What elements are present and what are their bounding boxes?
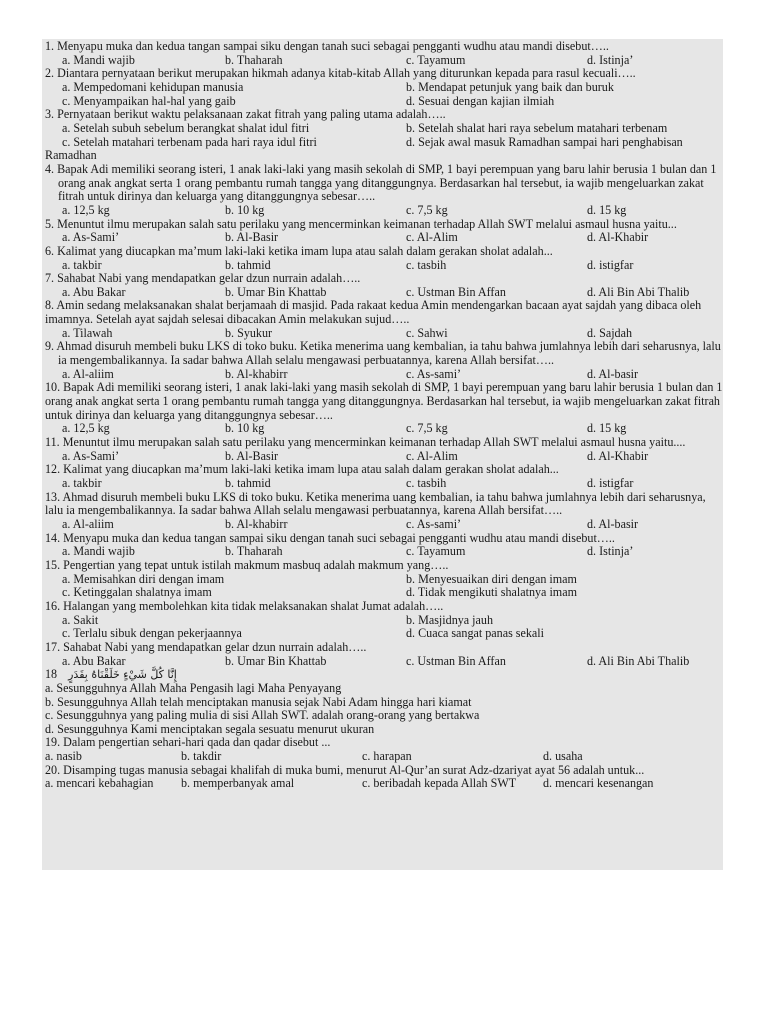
options-20 (42, 777, 723, 791)
options-5 (42, 231, 723, 245)
option-19b[interactable]: b. takdir (181, 750, 222, 764)
question-4: 4. Bapak Adi memiliki seorang isteri, 1 anak laki-laki yang masih sekolah di SMP, 1 bayi perempuan yang baru lahir berusia 1 bulan dan 1 orang anak angkat serta 1 orang pembantu rumah tangga yang ditanggungnya. Berdasarkan hal tersebut, ia wajib mengeluarkan zakat fitrah untuk dirinya dan keluarga yang ditanggungnya sebesar….. (45, 161, 717, 204)
option-15b[interactable]: b. Menyesuaikan diri dengan imam (406, 572, 577, 586)
option-12a[interactable]: a. takbir (62, 477, 102, 490)
options-7 (42, 286, 723, 300)
option-7c[interactable]: c. Ustman Bin Affan (406, 285, 506, 299)
option-11b[interactable]: b. Al-Basir (225, 449, 279, 463)
option-12d[interactable]: d. istigfar (587, 477, 634, 490)
option-5a[interactable]: a. As-Sami’ (62, 231, 120, 245)
option-8c[interactable]: c. Sahwi (406, 326, 448, 340)
question-7: 7. Sahabat Nabi yang mendapatkan gelar dzun nurrain adalah….. (45, 271, 361, 286)
question-16: 16. Halangan yang membolehkan kita tidak melaksanakan shalat Jumat adalah….. (45, 598, 444, 613)
question-10: 10. Bapak Adi memiliki seorang isteri, 1 anak laki-laki yang masih sekolah di SMP, 1 bayi perempuan yang baru lahir berusia 1 bulan dan 1 orang anak angkat serta 1 orang pembantu rumah tangga yang ditanggungnya. Berdasarkan hal tersebut, ia wajib mengeluarkan zakat fitrah untuk dirinya dan keluarga yang ditanggungnya sebesar….. (45, 380, 723, 422)
option-18d[interactable]: d. Sesungguhnya Kami menciptakan segala sesuatu menurut ukuran (45, 721, 375, 736)
option-13d[interactable]: d. Al-basir (587, 517, 639, 531)
option-11d[interactable]: d. Al-Khabir (587, 449, 649, 463)
option-15c[interactable]: c. Ketinggalan shalatnya imam (62, 586, 212, 600)
option-6a[interactable]: a. takbir (62, 258, 102, 272)
option-13b[interactable]: b. Al-khabirr (225, 517, 288, 531)
option-19d[interactable]: d. usaha (543, 750, 583, 764)
option-17c[interactable]: c. Ustman Bin Affan (406, 654, 506, 668)
options-16 (42, 614, 723, 641)
option-3b[interactable]: b. Setelah shalat hari raya sebelum matahari terbenam (406, 121, 668, 135)
option-14b[interactable]: b. Thaharah (225, 545, 283, 559)
option-6d[interactable]: d. istigfar (587, 258, 634, 272)
option-3a[interactable]: a. Setelah subuh sebelum berangkat shalat idul fitri (62, 121, 310, 135)
option-19c[interactable]: c. harapan (362, 750, 412, 764)
option-15d[interactable]: d. Tidak mengikuti shalatnya imam (406, 586, 577, 600)
options-11 (42, 450, 723, 464)
options-17 (42, 655, 723, 669)
option-18c[interactable]: c. Sesungguhnya yang paling mulia di sisi Allah SWT. adalah orang-orang yang bertakwa (45, 708, 480, 723)
option-9a[interactable]: a. Al-aliim (62, 367, 114, 381)
option-11a[interactable]: a. As-Sami’ (62, 449, 120, 463)
option-17a[interactable]: a. Abu Bakar (62, 654, 126, 668)
option-7a[interactable]: a. Abu Bakar (62, 285, 126, 299)
option-8a[interactable]: a. Tilawah (62, 326, 113, 340)
options-8 (42, 327, 723, 341)
option-8d[interactable]: d. Sajdah (587, 326, 633, 340)
question-11: 11. Menuntut ilmu merupakan salah satu perilaku yang mencerminkan keimanan terhadap Allah SWT melalui asmaul husna yaitu.... (45, 435, 686, 450)
option-14c[interactable]: c. Tayamum (406, 545, 466, 559)
option-10c[interactable]: c. 7,5 kg (406, 422, 448, 436)
option-6b[interactable]: b. tahmid (225, 258, 271, 272)
option-1a[interactable]: a. Mandi wajib (62, 53, 135, 67)
question-6: 6. Kalimat yang diucapkan ma’mum laki-laki ketika imam lupa atau salah dalam gerakan sholat adalah... (45, 243, 553, 258)
options-9 (42, 368, 723, 382)
option-13a[interactable]: a. Al-aliim (62, 517, 114, 531)
option-2d[interactable]: d. Sesuai dengan kajian ilmiah (406, 94, 555, 108)
option-8b[interactable]: b. Syukur (225, 326, 273, 340)
option-2b[interactable]: b. Mendapat petunjuk yang baik dan buruk (406, 80, 614, 94)
option-1b[interactable]: b. Thaharah (225, 53, 283, 67)
option-5b[interactable]: b. Al-Basir (225, 231, 279, 245)
option-20b[interactable]: b. memperbanyak amal (181, 777, 295, 791)
option-12c[interactable]: c. tasbih (406, 477, 447, 490)
question-17: 17. Sahabat Nabi yang mendapatkan gelar dzun nurrain adalah….. (45, 639, 367, 654)
question-2: 2. Diantara pernyataan berikut merupakan hikmah adanya kitab-kitab Allah yang diturunkan kepada para rasul kecuali….. (45, 66, 636, 81)
option-10b[interactable]: b. 10 kg (225, 422, 265, 436)
options-3 (42, 122, 723, 149)
question-20: 20. Disamping tugas manusia sebagai khalifah di muka bumi, menurut Al-Qur’an surat Adz-dzariyat ayat 56 adalah untuk... (45, 762, 645, 777)
question-15: 15. Pengertian yang tepat untuk istilah makmum masbuq adalah makmum yang….. (45, 557, 449, 572)
options-6 (42, 259, 723, 273)
question-12: 12. Kalimat yang diucapkan ma’mum laki-laki ketika imam lupa atau salah dalam gerakan sholat adalah... (45, 462, 559, 477)
option-4d[interactable]: d. 15 kg (587, 203, 627, 217)
option-9b[interactable]: b. Al-khabirr (225, 367, 288, 381)
option-18b[interactable]: b. Sesungguhnya Allah telah menciptakan manusia sejak Nabi Adam hingga hari kiamat (45, 694, 472, 709)
option-3d[interactable]: d. Sejak awal masuk Ramadhan sampai hari penghabisan (406, 135, 683, 149)
option-16b[interactable]: b. Masjidnya jauh (406, 613, 493, 627)
options-19 (42, 750, 723, 764)
option-2a[interactable]: a. Mempedomani kehidupan manusia (62, 80, 244, 94)
option-18a[interactable]: a. Sesungguhnya Allah Maha Pengasih lagi Maha Penyayang (45, 680, 342, 695)
question-3: 3. Pernyataan berikut waktu pelaksanaan zakat fitrah yang paling utama adalah….. (45, 107, 446, 122)
options-12 (42, 477, 723, 491)
option-2c[interactable]: c. Menyampaikan hal-hal yang gaib (62, 94, 236, 108)
option-12b[interactable]: b. tahmid (225, 477, 271, 490)
option-20d[interactable]: d. mencari kesenangan (543, 777, 654, 791)
options-14 (42, 545, 723, 559)
option-16c[interactable]: c. Terlalu sibuk dengan pekerjaannya (62, 627, 242, 641)
options-2 (42, 81, 723, 108)
question-9: 9. Ahmad disuruh membeli buku LKS di toko buku. Ketika menerima uang kembalian, ia tahu bahwa jumlahnya lebih dari seharusnya, lalu ia mengembalikannya. Ia sadar bahwa Allah selalu mengawasi perbuatannya, karena Allah bersifat….. (45, 339, 721, 368)
option-14d[interactable]: d. Istinja’ (587, 545, 634, 559)
option-16d[interactable]: d. Cuaca sangat panas sekali (406, 627, 545, 641)
question-14: 14. Menyapu muka dan kedua tangan sampai siku dengan tanah suci sebagai pengganti wudhu atau mandi disebut….. (45, 530, 615, 545)
option-20c[interactable]: c. beribadah kepada Allah SWT (362, 777, 517, 791)
option-16a[interactable]: a. Sakit (62, 613, 99, 627)
option-19a[interactable]: a. nasib (45, 750, 82, 764)
option-5d[interactable]: d. Al-Khabir (587, 231, 649, 245)
option-6c[interactable]: c. tasbih (406, 258, 447, 272)
option-20a[interactable]: a. mencari kebahagian (45, 777, 154, 791)
question-5: 5. Menuntut ilmu merupakan salah satu perilaku yang mencerminkan keimanan terhadap Allah SWT melalui asmaul husna yaitu... (45, 216, 677, 231)
option-5c[interactable]: c. Al-Alim (406, 231, 458, 245)
option-10d[interactable]: d. 15 kg (587, 422, 627, 436)
options-13 (42, 518, 723, 532)
option-10a[interactable]: a. 12,5 kg (62, 422, 110, 436)
options-1 (42, 54, 723, 68)
option-3c[interactable]: c. Setelah matahari terbenam pada hari raya idul fitri (62, 135, 317, 149)
question-1: 1. Menyapu muka dan kedua tangan sampai siku dengan tanah suci sebagai pengganti wudhu atau mandi disebut….. (45, 39, 609, 53)
question-3-tail: Ramadhan (45, 148, 97, 163)
option-13c[interactable]: c. As-sami’ (406, 517, 462, 531)
option-7b[interactable]: b. Umar Bin Khattab (225, 285, 327, 299)
option-7d[interactable]: d. Ali Bin Abi Thalib (587, 285, 690, 299)
question-8: 8. Amin sedang melaksanakan shalat berjamaah di masjid. Pada rakaat kedua Amin mendengarkan bacaan ayat sajdah yang dibaca oleh imamnya. Setelah ayat sajdah selesai dibacakan Amin melakukan sujud….. (45, 298, 702, 327)
question-19: 19. Dalam pengertian sehari-hari qada dan qadar disebut ... (45, 735, 331, 750)
arabic-verse: إِنَّا كُلَّ شَيْءٍ خَلَقْنَاهُ بِقَدَرٍ (68, 668, 177, 682)
option-17d[interactable]: d. Ali Bin Abi Thalib (587, 654, 690, 668)
options-4 (42, 204, 723, 218)
option-11c[interactable]: c. Al-Alim (406, 449, 458, 463)
option-9d[interactable]: d. Al-basir (587, 367, 639, 381)
question-18 (42, 668, 723, 682)
option-4a[interactable]: a. 12,5 kg (62, 203, 110, 217)
option-9c[interactable]: c. As-sami’ (406, 367, 462, 381)
option-1d[interactable]: d. Istinja’ (587, 53, 634, 67)
question-18-number: 18 (45, 667, 58, 682)
question-13: 13. Ahmad disuruh membeli buku LKS di toko buku. Ketika menerima uang kembalian, ia tahu bahwa jumlahnya lebih dari seharusnya, lalu ia mengembalikannya. Ia sadar bahwa Allah selalu mengawasi perbuatannya, karena Allah bersifat….. (45, 489, 706, 518)
option-14a[interactable]: a. Mandi wajib (62, 545, 135, 559)
option-4c[interactable]: c. 7,5 kg (406, 203, 448, 217)
option-17b[interactable]: b. Umar Bin Khattab (225, 654, 327, 668)
worksheet (42, 39, 723, 870)
option-4b[interactable]: b. 10 kg (225, 203, 265, 217)
option-1c[interactable]: c. Tayamum (406, 53, 466, 67)
options-15 (42, 573, 723, 600)
option-15a[interactable]: a. Memisahkan diri dengan imam (62, 572, 225, 586)
options-10 (42, 422, 723, 436)
